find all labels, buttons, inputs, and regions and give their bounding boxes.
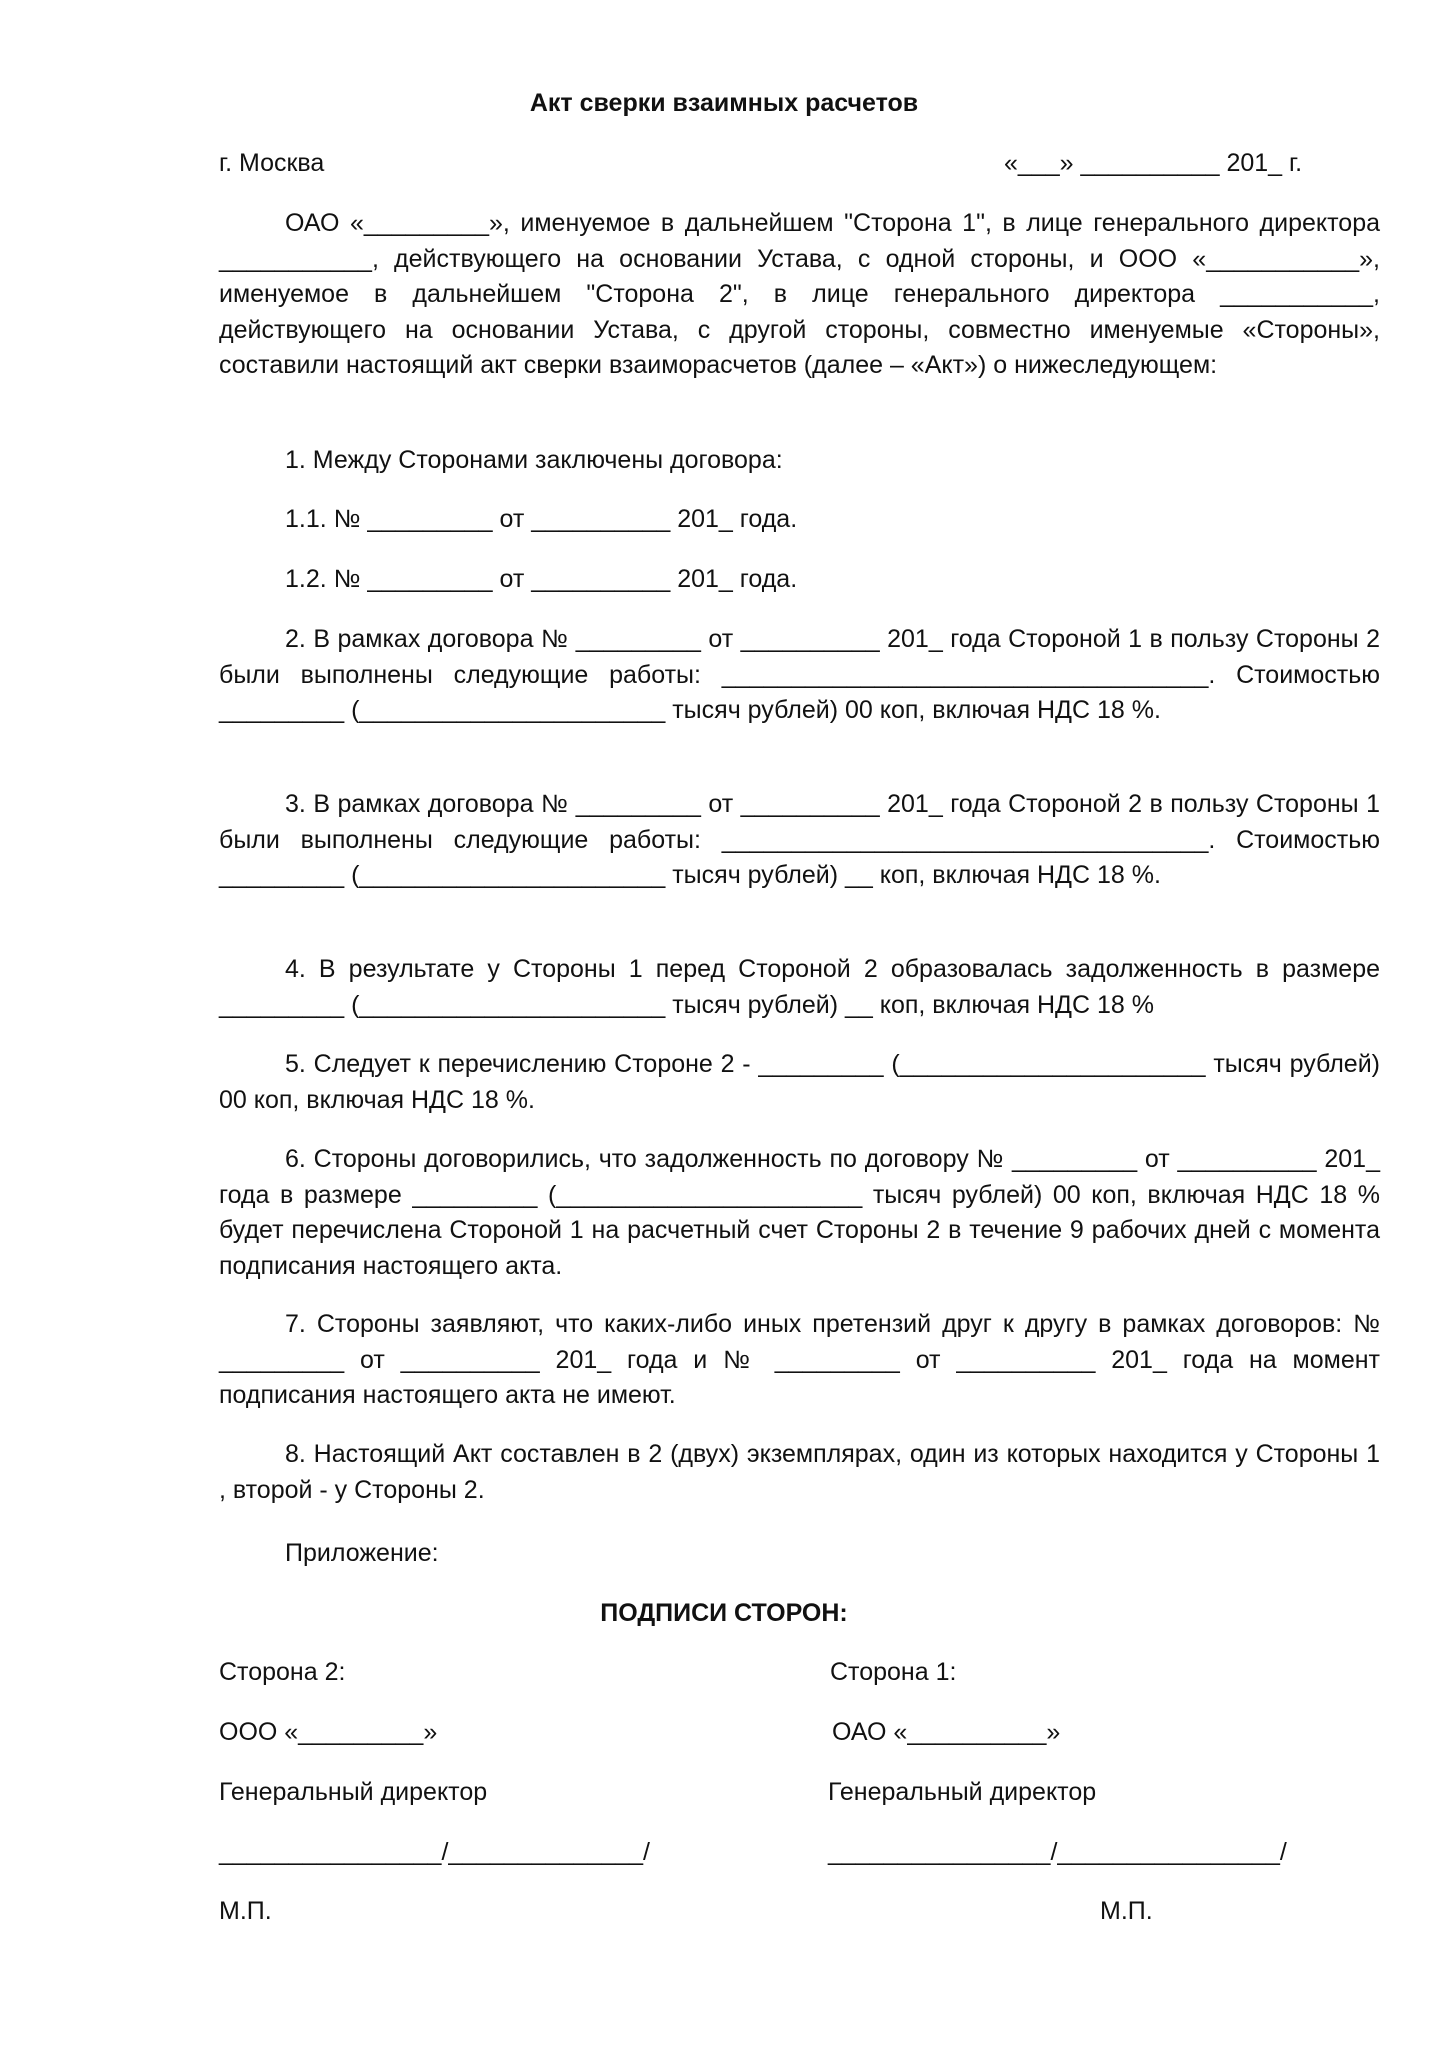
left-signature-line: ________________/______________/ [219,1838,651,1866]
item-1-2: 1.2. № _________ от __________ 201_ года. [285,565,798,593]
right-stamp: М.П. [1100,1897,1153,1925]
item-5: 5. Следует к перечислению Стороне 2 - _________ (______________________ тысяч рублей) 00 коп, включая НДС 18 %. [219,1050,1380,1114]
right-party: Сторона 1: [830,1658,957,1686]
left-party: Сторона 2: [219,1658,346,1686]
item-6: 6. Стороны договорились, что задолженность по договору № _________ от __________ 201_ года в размере _________ (______________________ тысяч рублей) 00 коп, включая НДС 18 % будет перечислена Стороной 1 на расчетный счет Стороны 2 в течение 9 рабочих дней с момента подписания настоящего акта. [219,1145,1380,1280]
item-8: 8. Настоящий Акт составлен в 2 (двух) экземплярах, один из которых находится у Стороны 1 , второй - у Стороны 2. [219,1440,1380,1504]
left-stamp: М.П. [219,1897,272,1925]
item-3: 3. В рамках договора № _________ от __________ 201_ года Стороной 2 в пользу Стороны 1 были выполнены следующие работы: ___________________________________. Стоимостью _________ (______________________ тысяч рублей) __ коп, включая НДС 18 %. [219,790,1380,889]
right-signature-line: ________________/________________/ [828,1838,1287,1866]
item-1-1: 1.1. № _________ от __________ 201_ года. [285,505,798,533]
left-org: ООО «_________» [219,1718,438,1746]
item-4: 4. В результате у Стороны 1 перед Стороной 2 образовалась задолженность в размере _________ (______________________ тысяч рублей) __ коп, включая НДС 18 % [219,955,1380,1019]
right-position: Генеральный директор [828,1778,1097,1806]
signatures-title: ПОДПИСИ СТОРОН: [600,1599,848,1627]
appendix: Приложение: [285,1539,439,1567]
item-2: 2. В рамках договора № _________ от __________ 201_ года Стороной 1 в пользу Стороны 2 были выполнены следующие работы: ___________________________________. Стоимостью _________ (______________________ тысяч рублей) 00 коп, включая НДС 18 %. [219,625,1380,724]
item-1: 1. Между Сторонами заключены договора: [285,446,783,474]
right-org: ОАО «__________» [832,1718,1061,1746]
city: г. Москва [219,149,325,177]
date-line: «___» __________ 201_ г. [1004,149,1303,177]
item-7: 7. Стороны заявляют, что каких-либо иных претензий друг к другу в рамках договоров: № _________ от __________ 201_ года и № _________ от __________ 201_ года на момент подписания настоящего акта не имеют. [219,1310,1380,1409]
intro-paragraph: ОАО «_________», именуемое в дальнейшем "Сторона 1", в лице генерального директора ___________, действующего на основании Устава, с одной стороны, и ООО «___________», именуемое в дальнейшем "Сторона 2", в лице генерального директора ___________, действующего на основании Устава, с другой стороны, совместно именуемые «Стороны», составили настоящий акт сверки взаиморасчетов (далее – «Акт») о нижеследующем: [219,209,1380,379]
document-title: Акт сверки взаимных расчетов [529,89,919,117]
left-position: Генеральный директор [219,1778,488,1806]
